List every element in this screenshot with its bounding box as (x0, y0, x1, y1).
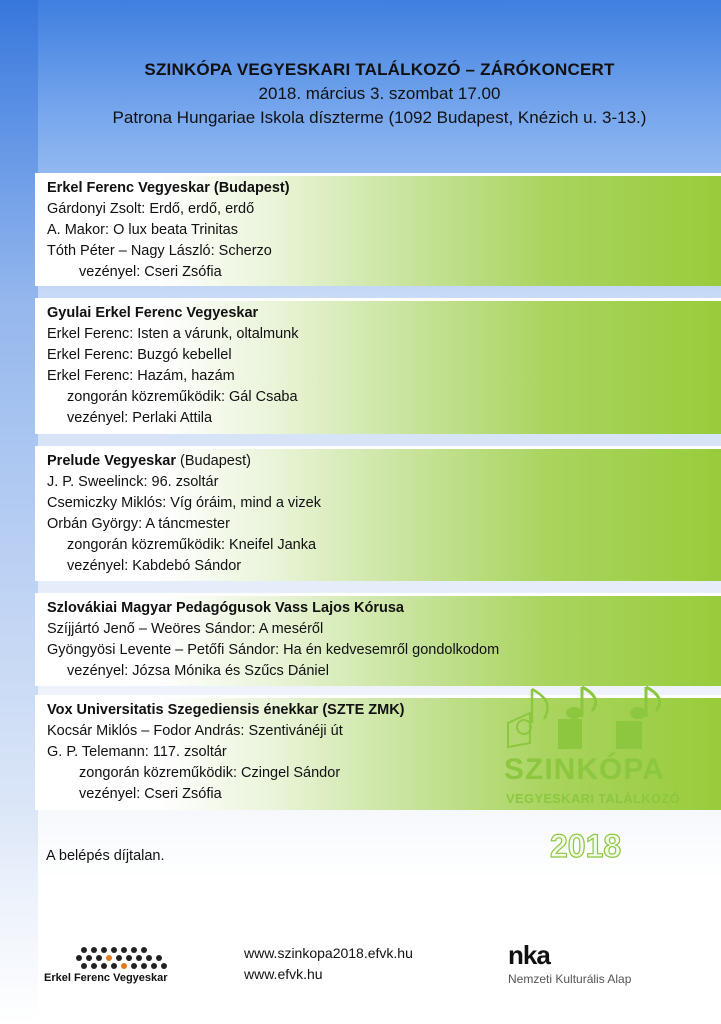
piano-accompanist: zongorán közreműködik: Gál Csaba (67, 389, 298, 405)
admission-note: A belépés díjtalan. (46, 848, 165, 864)
program-block-1 (35, 173, 721, 286)
choir-name: Szlovákiai Magyar Pedagógusok Vass Lajos Kórusa (47, 600, 404, 616)
choir-name: Gyulai Erkel Ferenc Vegyeskar (47, 305, 259, 321)
piece: Tóth Péter – Nagy László: Scherzo (47, 243, 272, 259)
festival-year: 2018 (550, 828, 622, 864)
choir-name: Vox Universitatis Szegediensis énekkar (SZTE ZMK) (47, 702, 405, 718)
program-block-3 (35, 446, 721, 581)
website-links (244, 943, 413, 985)
concert-title: SZINKÓPA VEGYESKARI TALÁLKOZÓ – ZÁRÓKONCERT (144, 60, 615, 79)
website-link-festival[interactable]: www.szinkopa2018.efvk.hu (244, 945, 413, 961)
piece: Gárdonyi Zsolt: Erdő, erdő, erdő (47, 201, 255, 217)
festival-name: SZINKÓPA (504, 753, 665, 786)
nka-logo (508, 940, 708, 994)
szinkopa-logo (496, 683, 696, 873)
left-decor-bar (0, 0, 38, 1024)
piece: Erkel Ferenc: Buzgó kebellel (47, 347, 232, 363)
festival-subtitle: VEGYESKARI TALÁLKOZÓ (506, 791, 681, 806)
conductor: vezényel: Kabdebó Sándor (67, 558, 242, 574)
piano-accompanist: zongorán közreműködik: Czingel Sándor (79, 765, 341, 781)
piece: G. P. Telemann: 117. zsoltár (47, 744, 227, 760)
piano-accompanist: zongorán közreműködik: Kneifel Janka (67, 537, 317, 553)
music-notes-icon (496, 683, 696, 753)
concert-venue: Patrona Hungariae Iskola díszterme (1092 Budapest, Knézich u. 3-13.) (112, 108, 647, 127)
nka-letters: nka (508, 940, 550, 970)
concert-header (38, 60, 721, 128)
conductor: vezényel: Cseri Zsófia (79, 264, 222, 280)
website-link-efvk[interactable]: www.efvk.hu (244, 966, 323, 982)
piece: Szíjjártó Jenő – Weöres Sándor: A meséről (47, 621, 324, 637)
piece: Kocsár Miklós – Fodor András: Szentivánéji út (47, 723, 343, 739)
piece: A. Makor: O lux beata Trinitas (47, 222, 238, 238)
piece: Erkel Ferenc: Hazám, hazám (47, 368, 235, 384)
nka-name: Nemzeti Kulturális Alap (508, 972, 632, 986)
choir-name: Erkel Ferenc Vegyeskar (Budapest) (47, 180, 290, 196)
choir-heading (47, 451, 721, 472)
program-block-4 (35, 593, 721, 686)
conductor: vezényel: Perlaki Attila (67, 410, 213, 426)
efvk-logo (44, 945, 204, 990)
piece: Csemiczky Miklós: Víg óráim, mind a vizek (47, 495, 321, 511)
program-block-2 (35, 298, 721, 434)
conductor: vezényel: Józsa Mónika és Szűcs Dániel (67, 663, 329, 679)
conductor: vezényel: Cseri Zsófia (79, 786, 222, 802)
efvk-logo-text: Erkel Ferenc Vegyeskar (44, 972, 168, 984)
choir-name: Prelude Vegyeskar (47, 453, 176, 469)
dots-pattern-icon (44, 945, 194, 971)
piece: Orbán György: A táncmester (47, 516, 230, 532)
concert-date: 2018. március 3. szombat 17.00 (258, 84, 501, 103)
piece: Erkel Ferenc: Isten a várunk, oltalmunk (47, 326, 299, 342)
choir-city: (Budapest) (175, 453, 251, 469)
piece: Gyöngyösi Levente – Petőfi Sándor: Ha én kedvesemről gondolkodom (47, 642, 500, 658)
piece: J. P. Sweelinck: 96. zsoltár (47, 474, 219, 490)
